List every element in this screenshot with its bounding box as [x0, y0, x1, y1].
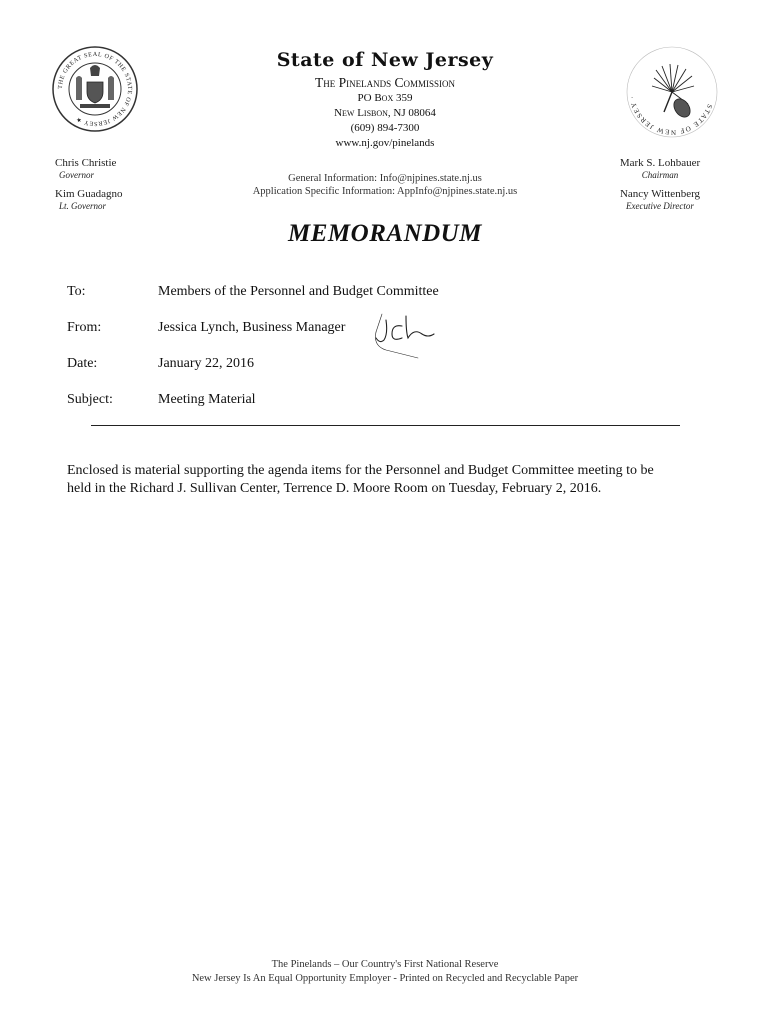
governor-entry — [55, 157, 123, 181]
divider — [91, 425, 680, 426]
footer-tagline: The Pinelands – Our Country's First National Reserve — [271, 959, 499, 970]
official-name: Mark S. Lohbauer — [619, 157, 701, 169]
letterhead — [200, 48, 570, 151]
pinelands-seal-icon — [626, 46, 718, 138]
field-value: Jessica Lynch, Business Manager — [158, 320, 346, 335]
phone-number: (609) 894-7300 — [350, 122, 420, 134]
agency-name: The Pinelands Commission — [314, 75, 455, 90]
memo-title: MEMORANDUM — [288, 220, 482, 247]
page-footer — [0, 958, 770, 986]
state-seal-logo — [52, 46, 138, 132]
field-label: To: — [67, 284, 86, 299]
website-link[interactable]: www.nj.gov/pinelands — [335, 137, 435, 149]
field-label: From: — [67, 320, 102, 335]
field-label: Date: — [67, 356, 98, 371]
field-value: January 22, 2016 — [158, 356, 255, 371]
city-address: New Lisbon, NJ 08064 — [334, 107, 436, 119]
executive-director-entry — [600, 188, 720, 212]
field-value: Meeting Material — [158, 392, 256, 407]
memo-body — [67, 462, 717, 498]
po-box: PO Box 359 — [357, 92, 413, 104]
contact-emails — [200, 172, 570, 198]
official-title: Governor — [59, 170, 94, 180]
official-title: Lt. Governor — [59, 201, 106, 211]
lt-governor-entry — [55, 188, 123, 212]
footer-notice: New Jersey Is An Equal Opportunity Employer - Printed on Recycled and Recyclable Paper — [191, 973, 579, 984]
state-name: State of New Jersey — [276, 49, 494, 71]
signature-icon — [372, 312, 438, 360]
signature-initials — [372, 312, 438, 360]
field-value: Members of the Personnel and Budget Committee — [158, 284, 439, 299]
body-line: Enclosed is material supporting the agenda items for the Personnel and Budget Committee meeting to be — [67, 463, 654, 478]
application-info-email[interactable]: Application Specific Information: AppInfo@njpines.state.nj.us — [252, 186, 518, 197]
official-name: Kim Guadagno — [55, 188, 123, 200]
state-officials — [55, 157, 123, 219]
general-info-email[interactable]: General Information: Info@njpines.state.nj.us — [288, 173, 482, 184]
field-label: Subject: — [67, 392, 113, 407]
official-name: Chris Christie — [55, 157, 117, 169]
chairman-entry — [600, 157, 720, 181]
svg-text:STATE OF NEW JERSEY · PINELAND: STATE OF NEW JERSEY · — [628, 94, 714, 137]
commission-officials — [600, 157, 720, 219]
official-name: Nancy Wittenberg — [619, 188, 701, 200]
svg-text:THE GREAT SEAL OF THE STATE OF: THE GREAT SEAL OF THE STATE OF NEW JERSEY ★ — [56, 50, 134, 128]
state-seal-icon — [52, 46, 138, 132]
official-title: Executive Director — [626, 201, 694, 211]
pinelands-seal-logo — [626, 46, 718, 138]
official-title: Chairman — [641, 170, 679, 180]
body-line: held in the Richard J. Sullivan Center, Terrence D. Moore Room on Tuesday, February 2, 2016. — [67, 481, 602, 496]
